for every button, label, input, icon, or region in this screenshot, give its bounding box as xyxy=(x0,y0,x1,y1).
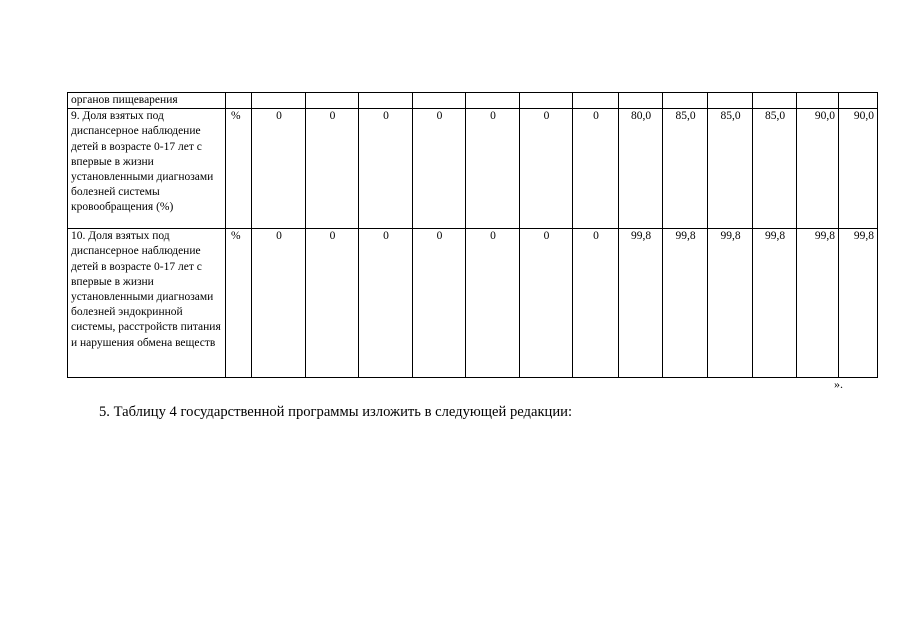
value-cell: 0 xyxy=(413,229,466,378)
value-cell: 99,8 xyxy=(708,229,753,378)
value-cell: 85,0 xyxy=(753,109,797,229)
value-cell: 0 xyxy=(359,109,413,229)
closing-quote-mark: ». xyxy=(834,377,843,391)
value-cell: 90,0 xyxy=(797,109,839,229)
value-cell: 99,8 xyxy=(797,229,839,378)
value-cell: 0 xyxy=(306,229,359,378)
value-cell: 0 xyxy=(520,109,573,229)
value-cell: 0 xyxy=(306,109,359,229)
value-cell xyxy=(663,93,708,109)
value-cell: 90,0 xyxy=(839,109,878,229)
value-cell: 85,0 xyxy=(708,109,753,229)
indicators-table xyxy=(67,92,878,378)
value-cell: 0 xyxy=(466,109,520,229)
value-cell: 0 xyxy=(252,229,306,378)
value-cell xyxy=(252,93,306,109)
value-cell xyxy=(797,93,839,109)
amendment-paragraph: 5. Таблицу 4 государственной программы изложить в следующей редакции: xyxy=(99,404,573,420)
value-cell xyxy=(753,93,797,109)
value-cell: 99,8 xyxy=(663,229,708,378)
value-cell xyxy=(573,93,619,109)
table-row xyxy=(68,229,878,378)
unit-cell: % xyxy=(226,229,252,378)
value-cell: 99,8 xyxy=(619,229,663,378)
value-cell xyxy=(359,93,413,109)
value-cell: 0 xyxy=(252,109,306,229)
indicator-name-cell: 10. Доля взятых под диспансерное наблюдение детей в возрасте 0-17 лет с впервые в жизни установленными диагнозами болезней эндокринной системы, расстройств питания и нарушения обмена веществ xyxy=(68,229,226,378)
indicator-name-cell: 9. Доля взятых под диспансерное наблюдение детей в возрасте 0-17 лет с впервые в жизни установленными диагнозами болезней системы кровообращения (%) xyxy=(68,109,226,229)
value-cell: 99,8 xyxy=(839,229,878,378)
value-cell xyxy=(466,93,520,109)
value-cell: 0 xyxy=(573,109,619,229)
value-cell xyxy=(413,93,466,109)
value-cell xyxy=(839,93,878,109)
value-cell xyxy=(708,93,753,109)
value-cell xyxy=(619,93,663,109)
value-cell: 0 xyxy=(413,109,466,229)
value-cell: 0 xyxy=(466,229,520,378)
value-cell xyxy=(520,93,573,109)
value-cell: 0 xyxy=(520,229,573,378)
indicator-name-cell: органов пищеварения xyxy=(68,93,226,109)
value-cell: 0 xyxy=(573,229,619,378)
unit-cell: % xyxy=(226,109,252,229)
value-cell: 0 xyxy=(359,229,413,378)
value-cell xyxy=(306,93,359,109)
table-row xyxy=(68,109,878,229)
table-row xyxy=(68,93,878,109)
value-cell: 85,0 xyxy=(663,109,708,229)
value-cell: 99,8 xyxy=(753,229,797,378)
value-cell: 80,0 xyxy=(619,109,663,229)
unit-cell xyxy=(226,93,252,109)
